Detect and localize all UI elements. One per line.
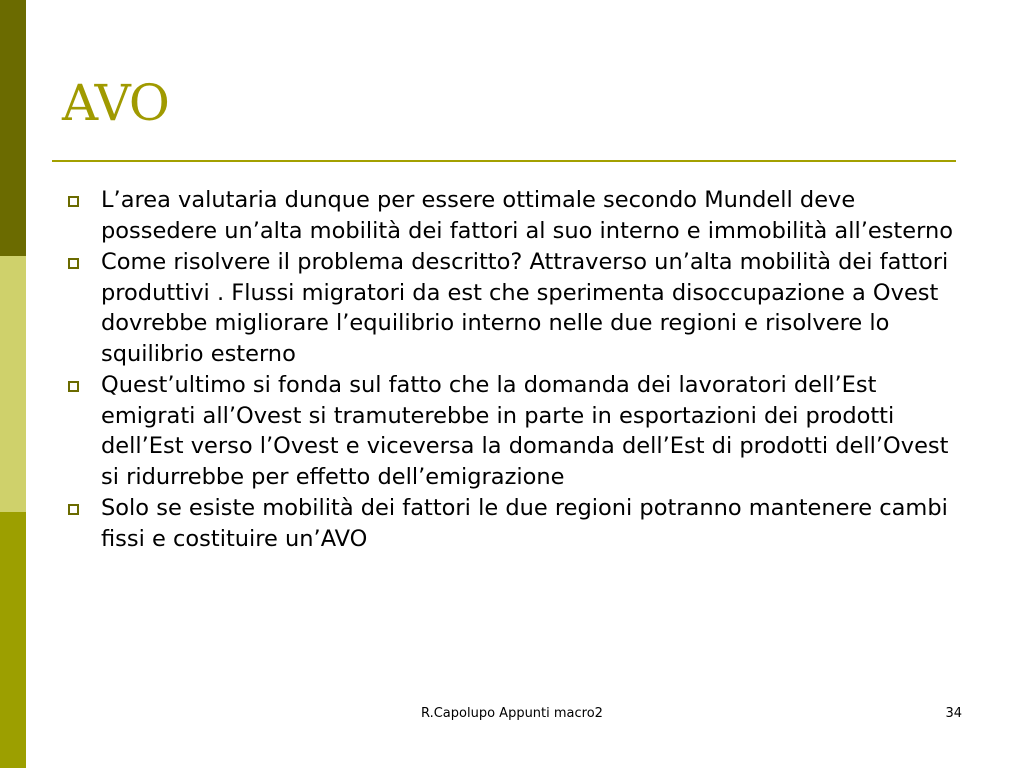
bullet-list	[62, 185, 962, 555]
square-bullet-icon	[68, 504, 79, 515]
square-bullet-icon	[68, 258, 79, 269]
sidebar-band-top	[0, 0, 26, 256]
bullet-text: L’area valutaria dunque per essere ottimale secondo Mundell deve possedere un’alta mobilità dei fattori al suo interno e immobilità all’esterno	[101, 187, 953, 244]
slide-number: 34	[945, 706, 962, 721]
bullet-text: Quest’ultimo si fonda sul fatto che la domanda dei lavoratori dell’Est emigrati all’Ovest si tramuterebbe in parte in esportazioni dei prodotti dell’Est verso l’Ovest e viceversa la domanda dell’Est di prodotti dell’Ovest si ridurrebbe per effetto dell’emigrazione	[101, 372, 949, 490]
slide-title: AVO	[62, 74, 169, 132]
bullet-text: Come risolvere il problema descritto? Attraverso un’alta mobilità dei fattori produttivi . Flussi migratori da est che sperimenta disoccupazione a Ovest dovrebbe migliorare l’equilibrio interno nelle due regioni e risolvere lo squilibrio esterno	[101, 249, 949, 367]
square-bullet-icon	[68, 196, 79, 207]
bullet-item	[62, 493, 962, 554]
slide-footer: R.Capolupo Appunti macro2	[421, 706, 603, 721]
title-divider	[52, 160, 956, 162]
bullet-item	[62, 247, 962, 369]
square-bullet-icon	[68, 381, 79, 392]
sidebar-band-middle	[0, 256, 26, 512]
bullet-text: Solo se esiste mobilità dei fattori le due regioni potranno mantenere cambi fissi e costituire un’AVO	[101, 495, 948, 552]
bullet-item	[62, 185, 962, 246]
sidebar-band-bottom	[0, 512, 26, 768]
bullet-item	[62, 370, 962, 492]
